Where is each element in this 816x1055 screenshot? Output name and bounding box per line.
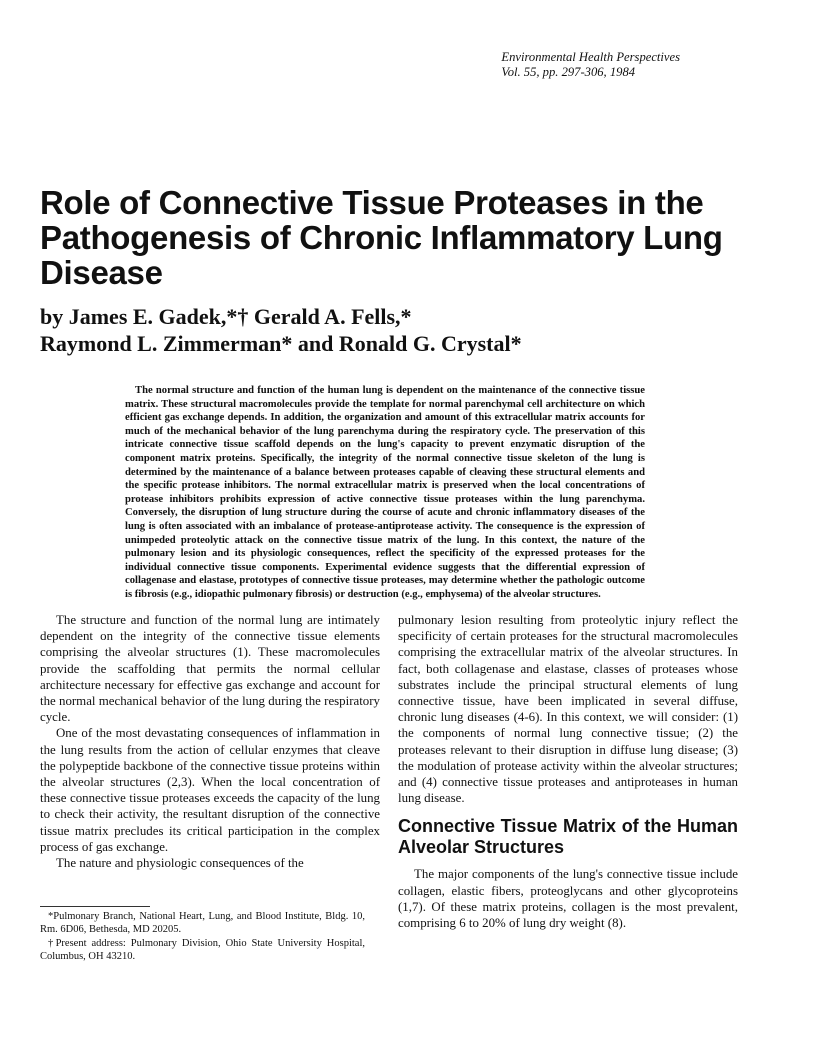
authors-line-1: by James E. Gadek,*† Gerald A. Fells,* bbox=[40, 304, 412, 329]
body-paragraph: The major components of the lung's connective tissue include collagen, elastic fibers, proteoglycans and other glycoproteins (1,7). Of these matrix proteins, collagen is the most prevalent, comprising 6 to 20% of lung dry weight (8). bbox=[398, 867, 738, 931]
right-column bbox=[398, 612, 738, 931]
body-paragraph: pulmonary lesion resulting from proteolytic injury reflect the specificity of certain proteases for the structural macromolecules comprising the extracellular matrix of the alveolar structures. In fact, both collagenase and elastase, classes of proteases whose substrates include the principal structural elements of lung connective tissue, have been implicated in several diffuse, chronic lung diseases (4-6). In this context, we will consider: (1) the components of normal lung connective tissue; (2) the proteases relevant to their disruption in diffuse lung disease; (3) the modulation of protease activity within the alveolar structures; and (4) connective tissue proteases and antiproteases in human lung disease. bbox=[398, 613, 738, 806]
journal-citation bbox=[501, 50, 680, 80]
article-title: Role of Connective Tissue Proteases in the Pathogenesis of Chronic Inflammatory Lung Disease bbox=[40, 184, 723, 291]
footnote-affiliation: *Pulmonary Branch, National Heart, Lung, and Blood Institute, Bldg. 10, Rm. 6D06, Bethesda, MD 20205. bbox=[40, 911, 365, 936]
journal-volume: Vol. 55, pp. 297-306, 1984 bbox=[501, 65, 636, 79]
footnote-present-address: †Present address: Pulmonary Division, Ohio State University Hospital, Columbus, OH 43210. bbox=[40, 937, 365, 962]
left-column bbox=[40, 612, 380, 871]
authors-line-2: Raymond L. Zimmerman* and Ronald G. Crystal* bbox=[40, 331, 522, 356]
body-paragraph: One of the most devastating consequences of inflammation in the lung results from the action of cellular enzymes that cleave the polypeptide backbone of the connective tissue proteins within the alveolar structures (2,3). When the local concentration of these connective tissue proteases exceeds the capacity of the lung to check their activity, the resultant disruption of the connective tissue matrix precludes its critical participation in the complex process of gas exchange. bbox=[40, 726, 380, 854]
section-heading: Connective Tissue Matrix of the Human Alveolar Structures bbox=[398, 816, 738, 858]
body-paragraph: The structure and function of the normal lung are intimately dependent on the integrity of the connective tissue elements comprising the alveolar structures (1). These macromolecules provide the scaffolding that permits the normal cellular architecture necessary for effective gas exchange and account for the normal mechanical behavior of the lung during the respiratory cycle. bbox=[40, 613, 380, 725]
footnote-divider bbox=[40, 906, 150, 907]
author-list bbox=[40, 303, 780, 357]
abstract: The normal structure and function of the human lung is dependent on the maintenance of the connective tissue matrix. These structural macromolecules provide the template for normal parenchymal cell architecture on which efficient gas exchange depends. In addition, the organization and amount of this extracellular matrix accounts for much of the mechanical behavior of the lung parenchyma during the respiratory cycle. The preservation of this intricate connective tissue scaffold depends on the lung's capacity to prevent enzymatic disruption of the component matrix proteins. Specifically, the integrity of the normal connective tissue skeleton of the lung is determined by the maintenance of a balance between proteases capable of cleaving these structural elements and the specific protease inhibitors. The normal extracellular matrix is preserved when the local concentrations of protease inhibitors prohibits expression of active connective tissue proteases within the lung parenchyma. Conversely, the disruption of lung structure during the course of acute and chronic inflammatory diseases of the lung is often associated with an imbalance of protease-antiprotease activity. The consequence is the expression of unimpeded proteolytic attack on the connective tissue matrix of the lung. In this context, the nature of the pulmonary lesion and its physiologic consequences, reflect the specificity of the expressed proteases for the individual connective tissue components. Experimental evidence suggests that the differential expression of collagenase and elastase, prototypes of connective tissue proteases, may determine whether the pathologic outcome is fibrosis (e.g., idiopathic pulmonary fibrosis) or destruction (e.g., emphysema) of the alveolar structures. bbox=[125, 385, 645, 600]
journal-name: Environmental Health Perspectives bbox=[501, 50, 680, 64]
footnotes bbox=[40, 910, 365, 963]
body-paragraph: The nature and physiologic consequences of the bbox=[56, 856, 304, 871]
